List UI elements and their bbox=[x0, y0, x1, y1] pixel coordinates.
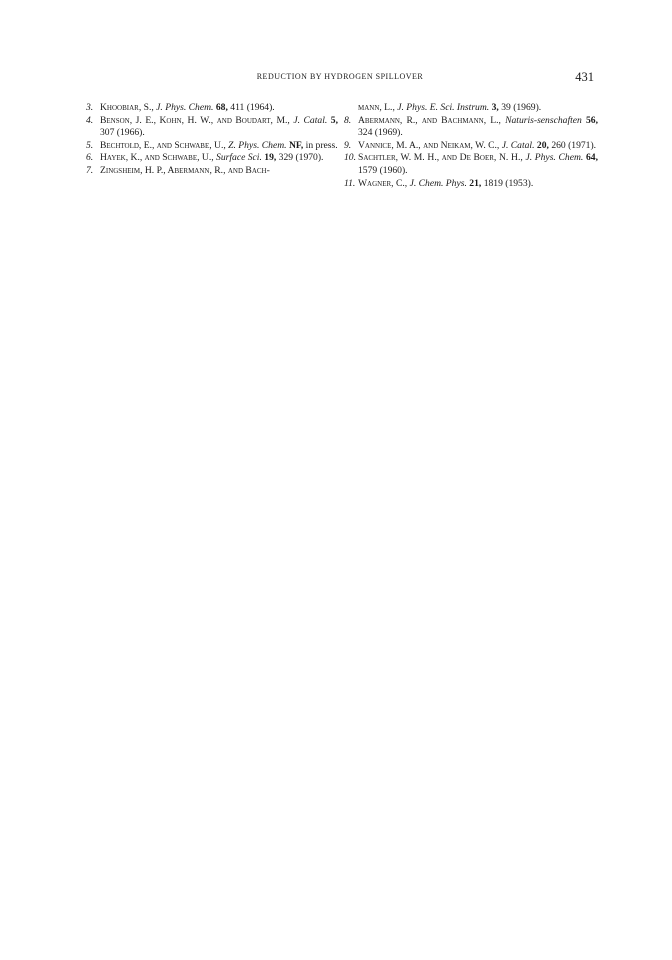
reference-number: 11. bbox=[344, 177, 356, 189]
reference-pages-year: in press. bbox=[305, 139, 338, 151]
reference-item bbox=[344, 152, 598, 177]
reference-authors: mann, L., bbox=[358, 102, 395, 113]
reference-item bbox=[86, 165, 338, 178]
reference-pages-year: 260 (1971). bbox=[551, 139, 597, 151]
reference-continuation bbox=[344, 102, 598, 115]
reference-volume: 19, bbox=[264, 152, 277, 164]
reference-journal: J. Chem. Phys. bbox=[409, 177, 467, 189]
reference-journal: J. Catal. bbox=[501, 139, 535, 151]
reference-item bbox=[86, 140, 338, 153]
reference-authors: Vannice, M. A., and Neikam, W. C., bbox=[358, 139, 500, 151]
reference-number: 4. bbox=[86, 114, 94, 126]
reference-volume: NF, bbox=[288, 139, 304, 151]
reference-pages-year: 329 (1970). bbox=[278, 152, 324, 164]
reference-journal: Z. Phys. Chem. bbox=[228, 139, 287, 151]
reference-volume: 64, bbox=[585, 152, 598, 164]
reference-journal: J. Catal. bbox=[293, 114, 328, 126]
reference-pages-year: 324 (1969). bbox=[358, 127, 403, 139]
reference-journal: Surface Sci. bbox=[216, 152, 262, 164]
reference-authors: Sachtler, W. M. H., and De Boer, N. H., bbox=[358, 152, 523, 164]
reference-item bbox=[344, 140, 598, 153]
page-number: 431 bbox=[575, 70, 594, 84]
reference-pages-year: 39 (1969). bbox=[501, 102, 542, 113]
reference-journal: J. Phys. Chem. bbox=[156, 102, 214, 113]
reference-number: 5. bbox=[86, 139, 94, 151]
reference-authors: Wagner, C., bbox=[358, 177, 408, 189]
reference-volume: 20, bbox=[536, 139, 549, 151]
reference-item bbox=[86, 152, 338, 165]
references-left-column bbox=[86, 102, 338, 178]
reference-journal: Naturis-senschaften bbox=[505, 114, 582, 126]
reference-volume: 3, bbox=[491, 102, 499, 113]
reference-number: 6. bbox=[86, 152, 94, 164]
reference-number: 8. bbox=[344, 114, 352, 126]
reference-number: 10. bbox=[344, 152, 356, 164]
reference-item bbox=[344, 115, 598, 140]
reference-number: 3. bbox=[86, 102, 94, 113]
reference-item bbox=[86, 115, 338, 140]
reference-authors: Zingsheim, H. P., Abermann, R., and Bach- bbox=[100, 164, 270, 176]
reference-item bbox=[344, 178, 598, 191]
reference-volume: 68, bbox=[215, 102, 228, 113]
references-right-column bbox=[344, 102, 598, 190]
reference-authors: Bechtold, E., and Schwabe, U., bbox=[100, 139, 226, 151]
reference-item bbox=[86, 102, 338, 115]
reference-authors: Benson, J. E., Kohn, H. W., and Boudart, M., bbox=[100, 114, 290, 126]
reference-authors: Hayek, K., and Schwabe, U., bbox=[100, 152, 214, 164]
reference-volume: 5, bbox=[330, 114, 338, 126]
reference-number: 7. bbox=[86, 164, 94, 176]
reference-pages-year: 307 (1966). bbox=[100, 127, 145, 139]
running-header bbox=[86, 70, 594, 86]
reference-pages-year: 411 (1964). bbox=[230, 102, 275, 113]
reference-authors: Abermann, R., and Bachmann, L., bbox=[358, 114, 501, 126]
running-title: REDUCTION BY HYDROGEN SPILLOVER bbox=[256, 72, 424, 81]
reference-number: 9. bbox=[344, 139, 352, 151]
reference-authors: Khoobiar, S., bbox=[100, 102, 154, 113]
reference-journal: J. Phys. E. Sci. Instrum. bbox=[397, 102, 490, 113]
reference-journal: J. Phys. Chem. bbox=[525, 152, 584, 164]
reference-volume: 56, bbox=[585, 114, 598, 126]
reference-pages-year: 1819 (1953). bbox=[483, 177, 534, 189]
reference-pages-year: 1579 (1960). bbox=[358, 164, 408, 176]
reference-volume: 21, bbox=[469, 177, 482, 189]
